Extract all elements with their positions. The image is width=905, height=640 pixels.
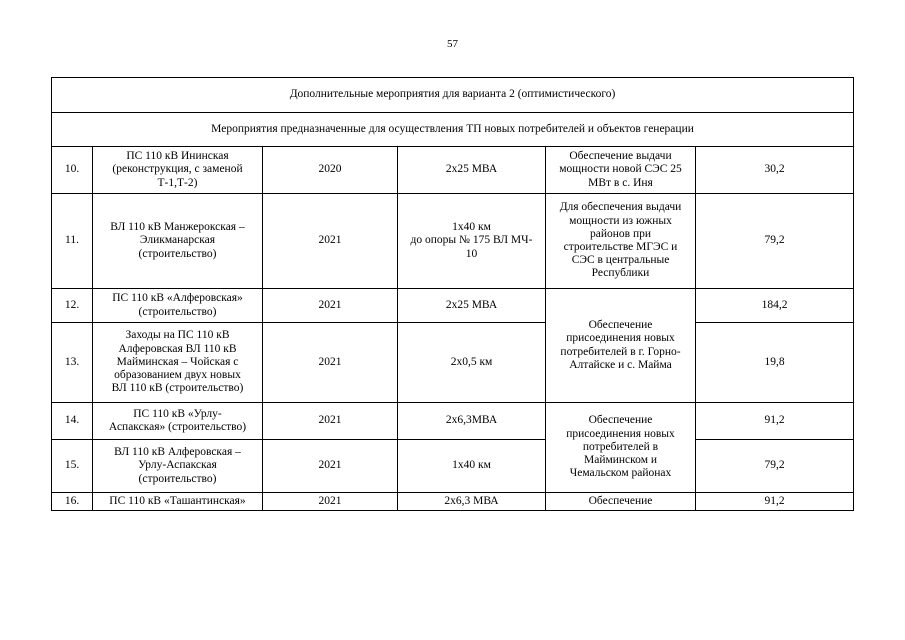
year-cell: 2021 <box>263 493 398 511</box>
object-cell: ПС 110 кВ «Урлу- Аспакская» (строительство) <box>93 403 263 440</box>
row-number: 11. <box>52 194 93 289</box>
row-number: 14. <box>52 403 93 440</box>
cost-cell: 19,8 <box>696 323 854 403</box>
capacity-cell: 2х25 МВА <box>398 147 546 194</box>
capacity-cell: 2х6,3 МВА <box>398 493 546 511</box>
year-cell: 2021 <box>263 289 398 323</box>
row-number: 16. <box>52 493 93 511</box>
row-number: 15. <box>52 440 93 493</box>
year-cell: 2020 <box>263 147 398 194</box>
cost-cell: 30,2 <box>696 147 854 194</box>
table-row <box>52 323 854 403</box>
table-subheading: Мероприятия предназначенные для осуществления ТП новых потребителей и объектов генерации <box>52 113 854 147</box>
year-cell: 2021 <box>263 440 398 493</box>
row-number: 13. <box>52 323 93 403</box>
row-number: 12. <box>52 289 93 323</box>
capacity-cell: 2х25 МВА <box>398 289 546 323</box>
table-row <box>52 289 854 323</box>
capacity-cell: 1х40 км <box>398 440 546 493</box>
purpose-cell: Обеспечение выдачи мощности новой СЭС 25 МВт в с. Иня <box>546 147 696 194</box>
object-cell: ВЛ 110 кВ Алферовская – Урлу-Аспакская (строительство) <box>93 440 263 493</box>
object-cell: Заходы на ПС 110 кВ Алферовская ВЛ 110 кВ Майминская – Чойская с образованием двух новых ВЛ 110 кВ (строительство) <box>93 323 263 403</box>
cost-cell: 184,2 <box>696 289 854 323</box>
purpose-cell: Для обеспечения выдачи мощности из южных районов при строительстве МГЭС и СЭС в центральные Республики <box>546 194 696 289</box>
cost-cell: 91,2 <box>696 493 854 511</box>
page-number: 57 <box>447 38 458 50</box>
table-subheading-row <box>52 113 854 147</box>
table-row <box>52 493 854 511</box>
cost-cell: 91,2 <box>696 403 854 440</box>
purpose-cell: Обеспечение <box>546 493 696 511</box>
purpose-cell-merged: Обеспечение присоединения новых потребителей в Майминском и Чемальском районах <box>546 403 696 493</box>
capacity-cell: 2х6,3МВА <box>398 403 546 440</box>
table-row <box>52 403 854 440</box>
year-cell: 2021 <box>263 323 398 403</box>
object-cell: ПС 110 кВ «Ташантинская» <box>93 493 263 511</box>
year-cell: 2021 <box>263 194 398 289</box>
cost-cell: 79,2 <box>696 194 854 289</box>
table-row <box>52 147 854 194</box>
row-number: 10. <box>52 147 93 194</box>
object-cell: ВЛ 110 кВ Манжерокская – Эликманарская (строительство) <box>93 194 263 289</box>
capacity-cell: 2х0,5 км <box>398 323 546 403</box>
purpose-cell-merged: Обеспечение присоединения новых потребителей в г. Горно- Алтайске и с. Майма <box>546 289 696 403</box>
table-row <box>52 440 854 493</box>
object-cell: ПС 110 кВ «Алферовская» (строительство) <box>93 289 263 323</box>
table-row <box>52 194 854 289</box>
object-cell: ПС 110 кВ Ининская (реконструкция, с заменой Т-1,Т-2) <box>93 147 263 194</box>
capacity-cell: 1х40 км до опоры № 175 ВЛ МЧ- 10 <box>398 194 546 289</box>
table-heading-row <box>52 78 854 113</box>
measures-table <box>51 77 854 511</box>
cost-cell: 79,2 <box>696 440 854 493</box>
table-heading: Дополнительные мероприятия для варианта 2 (оптимистического) <box>52 78 854 113</box>
year-cell: 2021 <box>263 403 398 440</box>
